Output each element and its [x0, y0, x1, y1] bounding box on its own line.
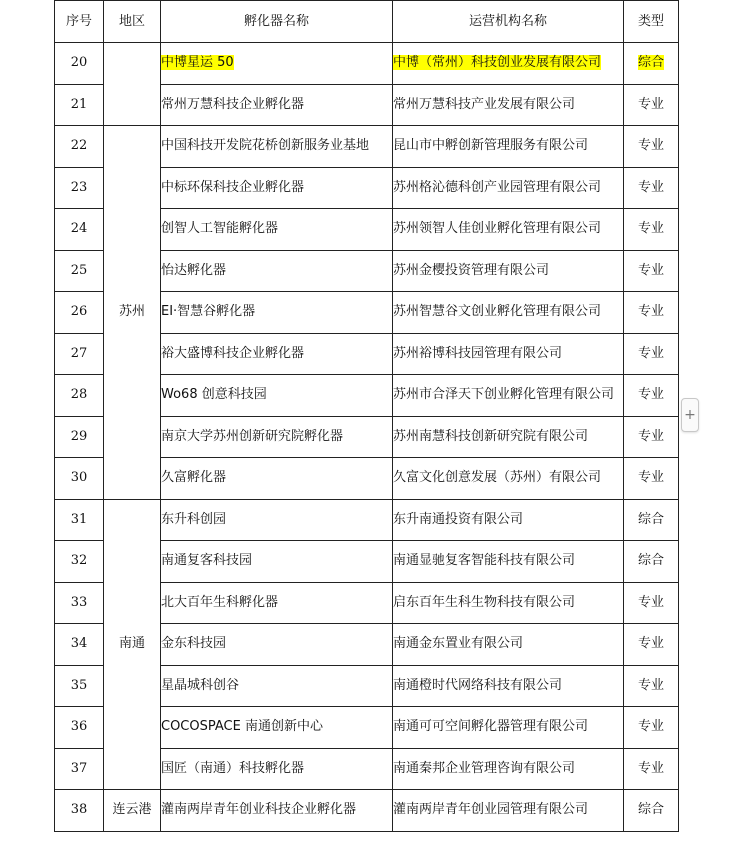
highlight-mark: 综合 [637, 55, 664, 71]
incubator-type: 综合 [624, 541, 679, 583]
header-row [55, 1, 679, 43]
incubator-type: 综合 [624, 499, 679, 541]
add-icon[interactable]: + [681, 398, 699, 432]
incubator-type: 专业 [624, 707, 679, 749]
incubator-table [54, 0, 679, 832]
row-number: 25 [55, 250, 104, 292]
incubator-type: 专业 [624, 250, 679, 292]
operator-name: 东升南通投资有限公司 [393, 499, 624, 541]
incubator-type: 综合 [624, 790, 679, 832]
operator-name: 南通秦邦企业管理咨询有限公司 [393, 748, 624, 790]
incubator-name: 南京大学苏州创新研究院孵化器 [161, 416, 393, 458]
incubator-type: 专业 [624, 582, 679, 624]
incubator-name: 常州万慧科技企业孵化器 [161, 84, 393, 126]
row-number: 24 [55, 209, 104, 251]
incubator-name: COCOSPACE 南通创新中心 [161, 707, 393, 749]
incubator-name: 灌南两岸青年创业科技企业孵化器 [161, 790, 393, 832]
region-cell: 苏州 [104, 126, 161, 500]
table-row [55, 499, 679, 541]
incubator-type: 专业 [624, 333, 679, 375]
row-number: 30 [55, 458, 104, 500]
row-number: 23 [55, 167, 104, 209]
header-incubator-name: 孵化器名称 [161, 1, 393, 43]
operator-name: 南通橙时代网络科技有限公司 [393, 665, 624, 707]
region-cell: 连云港 [104, 790, 161, 832]
operator-name: 苏州市合泽天下创业孵化管理有限公司 [393, 375, 624, 417]
row-number: 32 [55, 541, 104, 583]
operator-name: 昆山市中孵创新管理服务有限公司 [393, 126, 624, 168]
table-row [55, 126, 679, 168]
row-number: 31 [55, 499, 104, 541]
table-row [55, 790, 679, 832]
incubator-name: 金东科技园 [161, 624, 393, 666]
operator-name: 苏州格沁德科创产业园管理有限公司 [393, 167, 624, 209]
incubator-name: 裕大盛博科技企业孵化器 [161, 333, 393, 375]
incubator-name: 北大百年生科孵化器 [161, 582, 393, 624]
operator-name: 常州万慧科技产业发展有限公司 [393, 84, 624, 126]
operator-name: 启东百年生科生物科技有限公司 [393, 582, 624, 624]
row-number: 38 [55, 790, 104, 832]
header-operator-name: 运营机构名称 [393, 1, 624, 43]
row-number: 21 [55, 84, 104, 126]
header-type: 类型 [624, 1, 679, 43]
row-number: 36 [55, 707, 104, 749]
incubator-name: 中国科技开发院花桥创新服务业基地 [161, 126, 393, 168]
incubator-name: 久富孵化器 [161, 458, 393, 500]
incubator-type: 专业 [624, 665, 679, 707]
incubator-name: 星晶城科创谷 [161, 665, 393, 707]
highlight-mark: 中博星运 50 [161, 55, 234, 71]
incubator-type: 专业 [624, 416, 679, 458]
region-cell [104, 43, 161, 126]
operator-name: 苏州智慧谷文创业孵化管理有限公司 [393, 292, 624, 334]
row-number: 20 [55, 43, 104, 85]
row-number: 29 [55, 416, 104, 458]
operator-name: 南通可可空间孵化器管理有限公司 [393, 707, 624, 749]
incubator-type: 专业 [624, 167, 679, 209]
incubator-type: 专业 [624, 292, 679, 334]
row-number: 28 [55, 375, 104, 417]
row-number: 27 [55, 333, 104, 375]
row-number: 35 [55, 665, 104, 707]
row-number: 33 [55, 582, 104, 624]
region-cell: 南通 [104, 499, 161, 790]
operator-name: 苏州领智人佳创业孵化管理有限公司 [393, 209, 624, 251]
row-number: 34 [55, 624, 104, 666]
incubator-name: 怡达孵化器 [161, 250, 393, 292]
row-number: 26 [55, 292, 104, 334]
incubator-type [624, 43, 679, 85]
operator-name [393, 43, 624, 85]
operator-name: 南通显驰复客智能科技有限公司 [393, 541, 624, 583]
incubator-name: 创智人工智能孵化器 [161, 209, 393, 251]
incubator-name: 东升科创园 [161, 499, 393, 541]
incubator-name: EI·智慧谷孵化器 [161, 292, 393, 334]
operator-name: 南通金东置业有限公司 [393, 624, 624, 666]
table-row [55, 43, 679, 85]
incubator-name: 中标环保科技企业孵化器 [161, 167, 393, 209]
incubator-type: 专业 [624, 458, 679, 500]
row-number: 37 [55, 748, 104, 790]
incubator-type: 专业 [624, 209, 679, 251]
header-no: 序号 [55, 1, 104, 43]
incubator-type: 专业 [624, 375, 679, 417]
operator-name: 苏州金樱投资管理有限公司 [393, 250, 624, 292]
incubator-type: 专业 [624, 126, 679, 168]
incubator-type: 专业 [624, 624, 679, 666]
operator-name: 苏州裕博科技园管理有限公司 [393, 333, 624, 375]
highlight-mark: 中博（常州）科技创业发展有限公司 [393, 55, 602, 71]
incubator-name [161, 43, 393, 85]
incubator-type: 专业 [624, 748, 679, 790]
incubator-name: Wo68 创意科技园 [161, 375, 393, 417]
incubator-name: 南通复客科技园 [161, 541, 393, 583]
operator-name: 苏州南慧科技创新研究院有限公司 [393, 416, 624, 458]
operator-name: 灌南两岸青年创业园管理有限公司 [393, 790, 624, 832]
incubator-name: 国匠（南通）科技孵化器 [161, 748, 393, 790]
incubator-type: 专业 [624, 84, 679, 126]
operator-name: 久富文化创意发展（苏州）有限公司 [393, 458, 624, 500]
row-number: 22 [55, 126, 104, 168]
header-region: 地区 [104, 1, 161, 43]
